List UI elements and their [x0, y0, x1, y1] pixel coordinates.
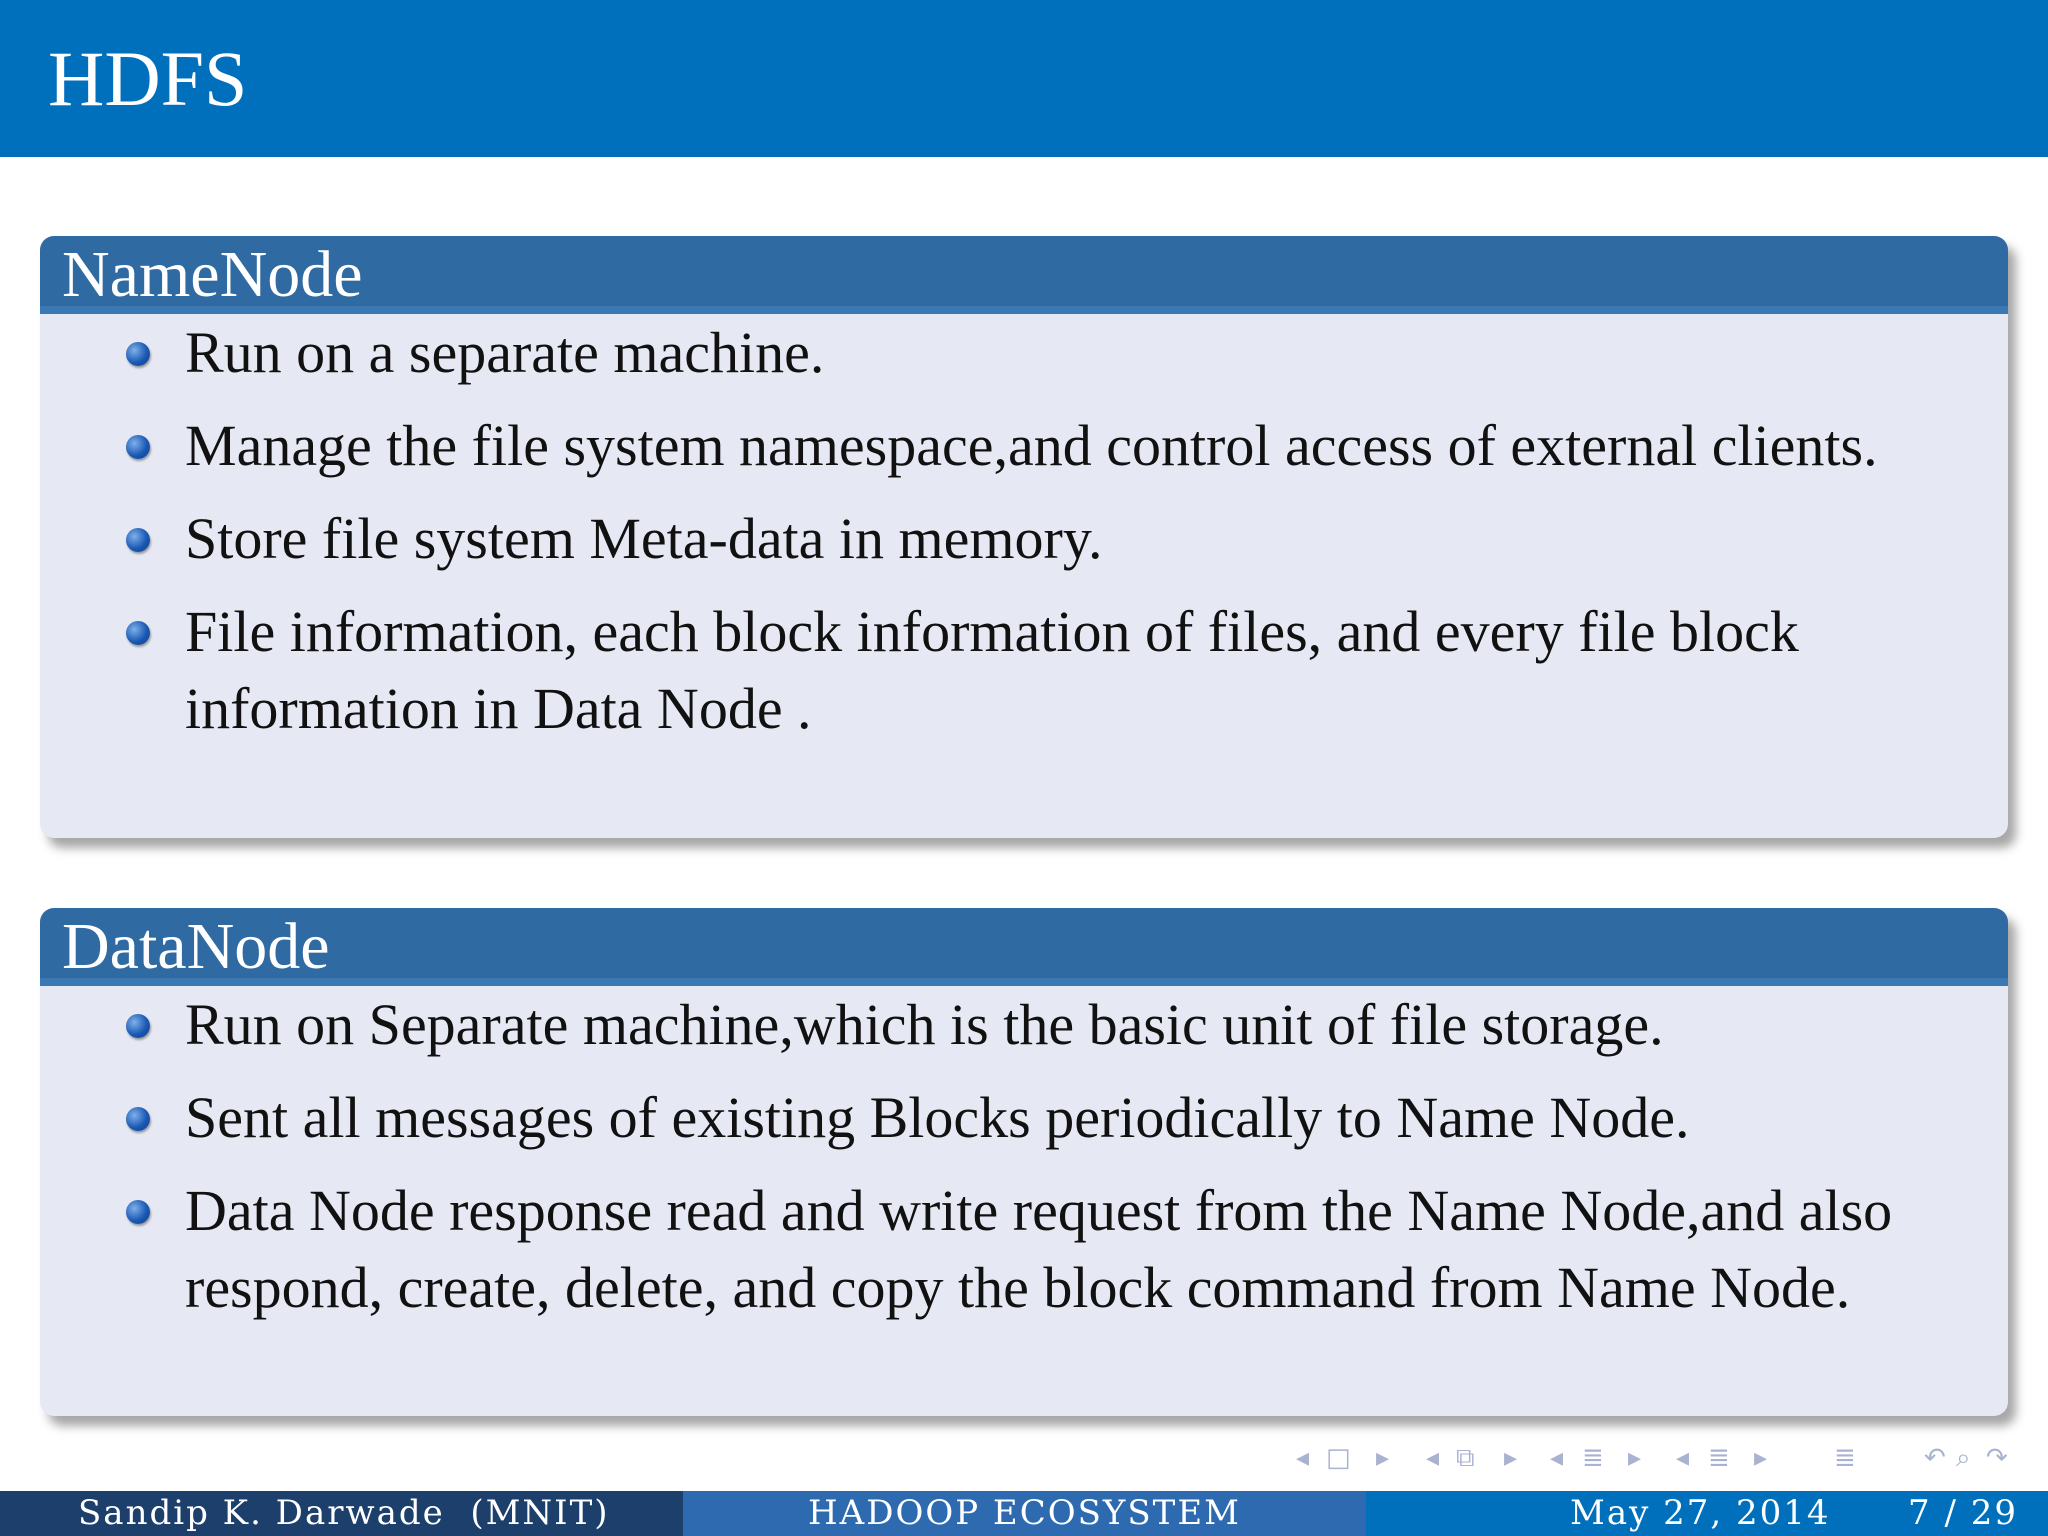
footer-page-number: 7 / 29 — [1908, 1493, 2018, 1533]
list-item-text: Run on a separate machine. — [185, 320, 825, 385]
nav-frame-icon[interactable]: ⧉ — [1456, 1443, 1475, 1473]
slide-title: HDFS — [48, 35, 248, 122]
nav-prev-subsection-icon[interactable]: ◂ — [1550, 1443, 1564, 1473]
nav-next-frame-icon[interactable]: ▸ — [1504, 1443, 1518, 1473]
footer-date-segment — [1366, 1491, 2048, 1536]
footer-author-segment — [0, 1491, 683, 1536]
nav-next-subsection-icon[interactable]: ▸ — [1628, 1443, 1642, 1473]
footer — [0, 1491, 2048, 1536]
title-bar — [0, 0, 2048, 157]
list-item — [40, 1079, 2008, 1156]
nav-subsection-icon[interactable]: ≣ — [1582, 1443, 1604, 1473]
nav-next-section-icon[interactable]: ▸ — [1754, 1443, 1768, 1473]
list-item — [40, 500, 2008, 577]
bullet-icon — [126, 528, 150, 552]
list-item-text: Data Node response read and write request from the Name Node,and also respond, create, delete, and copy the block command from Name Node. — [185, 1178, 1893, 1320]
footer-author: Sandip K. Darwade (MNIT) — [78, 1493, 610, 1533]
bullet-icon — [126, 1014, 150, 1038]
list-item-text: Manage the file system namespace,and control access of external clients. — [185, 413, 1878, 478]
namenode-block-title: NameNode — [40, 236, 2008, 314]
list-item — [40, 593, 2008, 747]
nav-slide-icon[interactable]: □ — [1326, 1443, 1351, 1473]
nav-prev-frame-icon[interactable]: ◂ — [1426, 1443, 1440, 1473]
footer-presentation-title: HADOOP ECOSYSTEM — [808, 1493, 1241, 1533]
datanode-list — [40, 986, 2008, 1326]
nav-prev-slide-icon[interactable]: ◂ — [1296, 1443, 1310, 1473]
list-item-text: Store file system Meta-data in memory. — [185, 506, 1103, 571]
list-item-text: Run on Separate machine,which is the basic unit of file storage. — [185, 992, 1664, 1057]
bullet-icon — [126, 1200, 150, 1224]
list-item — [40, 314, 2008, 391]
list-item — [40, 407, 2008, 484]
nav-search-icon[interactable]: ⌕ — [1956, 1443, 1971, 1473]
list-item — [40, 1172, 2008, 1326]
namenode-block — [40, 236, 2008, 838]
list-item-text: Sent all messages of existing Blocks periodically to Name Node. — [185, 1085, 1690, 1150]
bullet-icon — [126, 621, 150, 645]
nav-forward-icon[interactable]: ↷ — [1986, 1443, 2008, 1473]
nav-back-icon[interactable]: ↶ — [1924, 1443, 1946, 1473]
footer-title-segment — [683, 1491, 1366, 1536]
list-item — [40, 986, 2008, 1063]
bullet-icon — [126, 1107, 150, 1131]
nav-section-icon[interactable]: ≣ — [1708, 1443, 1730, 1473]
footer-date: May 27, 2014 — [1570, 1493, 1831, 1533]
datanode-block-title: DataNode — [40, 908, 2008, 986]
bullet-icon — [126, 435, 150, 459]
bullet-icon — [126, 342, 150, 366]
nav-document-icon[interactable]: ≣ — [1834, 1443, 1856, 1473]
datanode-block — [40, 908, 2008, 1416]
nav-next-slide-icon[interactable]: ▸ — [1376, 1443, 1390, 1473]
nav-prev-section-icon[interactable]: ◂ — [1676, 1443, 1690, 1473]
list-item-text: File information, each block information of files, and every file block information in Data Node . — [185, 599, 1799, 741]
namenode-list — [40, 314, 2008, 747]
